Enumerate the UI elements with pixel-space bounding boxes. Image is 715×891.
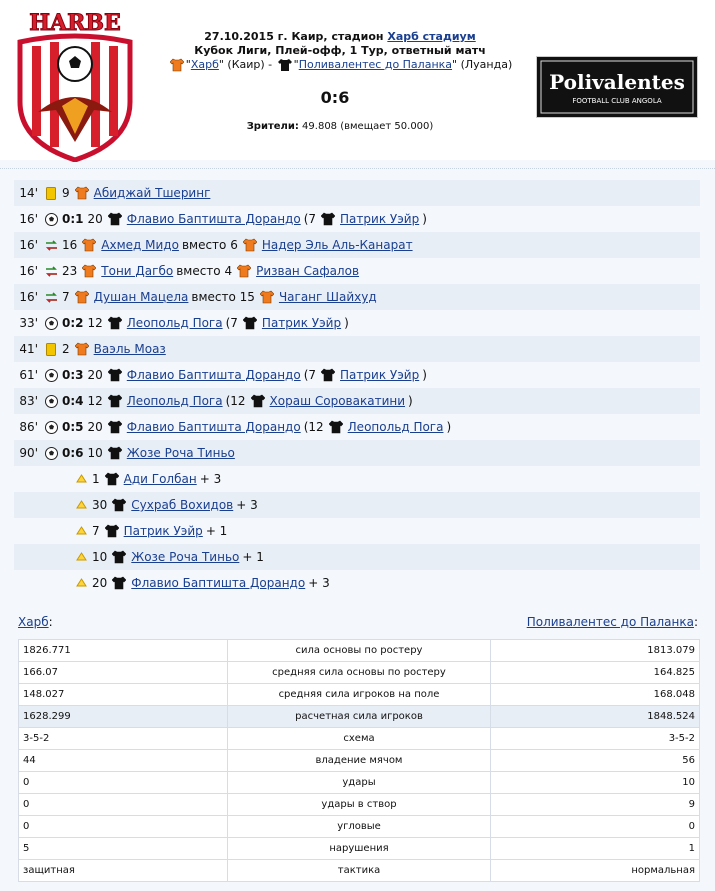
spectators: Зрители: 49.808 (вмещает 50.000) bbox=[246, 121, 434, 132]
black-shirt-icon bbox=[108, 446, 122, 460]
event-row bbox=[14, 570, 700, 596]
player-link[interactable]: Ади Голбан bbox=[123, 472, 197, 486]
event-minute: 83' bbox=[19, 394, 38, 408]
stats-row bbox=[19, 640, 700, 662]
event-number: 30 bbox=[92, 498, 108, 512]
stat-label: угловые bbox=[228, 816, 491, 838]
event-score: 0:2 bbox=[62, 316, 84, 330]
stat-away-value: 0 bbox=[491, 816, 700, 838]
competition-title: Кубок Лиги, Плей-офф, 1 Тур, ответный матч bbox=[194, 44, 486, 57]
teams-row: "Харб" (Каир) - "Поливалентес до Паланка" (Луанда) bbox=[150, 58, 530, 72]
orange-shirt-icon bbox=[243, 238, 257, 252]
player-link[interactable]: Душан Мацела bbox=[93, 290, 189, 304]
stat-away-value: 1848.524 bbox=[491, 706, 700, 728]
away-team-link[interactable]: Поливалентес до Паланка bbox=[298, 58, 453, 71]
black-shirt-icon bbox=[108, 368, 122, 382]
stats-home-link[interactable]: Харб bbox=[18, 615, 49, 629]
event-text bbox=[92, 524, 227, 538]
player-link[interactable]: Жозе Роча Тиньо bbox=[126, 446, 235, 460]
black-shirt-icon bbox=[321, 212, 335, 226]
event-number: 7 bbox=[62, 290, 70, 304]
stat-home-value: 44 bbox=[19, 750, 228, 772]
event-number: вместо 15 bbox=[191, 290, 255, 304]
event-text bbox=[88, 394, 413, 408]
event-minute: 90' bbox=[19, 446, 38, 460]
rating-up-icon bbox=[74, 524, 88, 538]
stat-home-value: 1826.771 bbox=[19, 640, 228, 662]
player-link[interactable]: Леопольд Пога bbox=[126, 394, 223, 408]
black-shirt-icon bbox=[321, 368, 335, 382]
event-text bbox=[62, 264, 359, 278]
home-city: (Каир) - bbox=[227, 58, 273, 71]
event-number: 1 bbox=[92, 472, 100, 486]
event-text bbox=[62, 238, 413, 252]
black-shirt-icon bbox=[112, 550, 126, 564]
event-number: вместо 4 bbox=[176, 264, 233, 278]
stat-away-value: 1813.079 bbox=[491, 640, 700, 662]
stats-away-link[interactable]: Поливалентес до Паланка bbox=[526, 615, 694, 629]
black-shirt-icon bbox=[108, 212, 122, 226]
black-shirt-icon bbox=[105, 524, 119, 538]
event-score: 0:3 bbox=[62, 368, 84, 382]
event-number: 12 bbox=[87, 316, 103, 330]
stat-label: схема bbox=[228, 728, 491, 750]
event-number: (7 bbox=[303, 212, 317, 226]
black-shirt-icon bbox=[243, 316, 257, 330]
stats-row bbox=[19, 816, 700, 838]
event-minute: 61' bbox=[19, 368, 38, 382]
stats-teams-line: Харб: Поливалентес до Паланка: bbox=[18, 615, 698, 629]
away-logo-text: Polivalentes bbox=[549, 70, 685, 94]
stat-home-value: 0 bbox=[19, 816, 228, 838]
event-number: 2 bbox=[62, 342, 70, 356]
stat-home-value: 1628.299 bbox=[19, 706, 228, 728]
yellow-card-icon bbox=[44, 342, 58, 356]
player-link[interactable]: Патрик Уэйр bbox=[261, 316, 342, 330]
player-link[interactable]: Ваэль Моаз bbox=[93, 342, 166, 356]
event-number: + 3 bbox=[199, 472, 222, 486]
event-text bbox=[88, 316, 349, 330]
player-link[interactable]: Леопольд Пога bbox=[126, 316, 223, 330]
stats-row bbox=[19, 772, 700, 794]
event-text bbox=[62, 186, 210, 200]
divider bbox=[0, 168, 715, 170]
event-number: ) bbox=[408, 394, 413, 408]
event-row bbox=[14, 232, 700, 258]
stats-row bbox=[19, 684, 700, 706]
orange-shirt-icon bbox=[75, 290, 89, 304]
player-link[interactable]: Хораш Соровакатини bbox=[269, 394, 406, 408]
stat-home-value: 3-5-2 bbox=[19, 728, 228, 750]
home-logo-text: HARBE bbox=[29, 10, 121, 36]
event-number: 20 bbox=[87, 420, 103, 434]
player-link[interactable]: Чаганг Шайхуд bbox=[278, 290, 377, 304]
event-text bbox=[92, 472, 221, 486]
stat-away-value: 9 bbox=[491, 794, 700, 816]
goal-ball-icon bbox=[44, 446, 58, 460]
event-number: 10 bbox=[87, 446, 103, 460]
event-number: 23 bbox=[62, 264, 78, 278]
stat-away-value: 3-5-2 bbox=[491, 728, 700, 750]
player-link[interactable]: Тони Дагбо bbox=[101, 264, 174, 278]
stat-home-value: 5 bbox=[19, 838, 228, 860]
home-team-logo bbox=[14, 2, 136, 162]
event-number: 9 bbox=[62, 186, 70, 200]
event-row bbox=[14, 440, 700, 466]
event-minute: 16' bbox=[19, 290, 38, 304]
stat-label: удары в створ bbox=[228, 794, 491, 816]
stat-label: удары bbox=[228, 772, 491, 794]
rating-up-icon bbox=[74, 472, 88, 486]
stats-row bbox=[19, 706, 700, 728]
event-text bbox=[88, 212, 427, 226]
orange-shirt-icon bbox=[82, 264, 96, 278]
stat-away-value: 10 bbox=[491, 772, 700, 794]
stat-away-value: 56 bbox=[491, 750, 700, 772]
event-minute: 16' bbox=[19, 212, 38, 226]
stats-row bbox=[19, 750, 700, 772]
player-link[interactable]: Патрик Уэйр bbox=[340, 368, 420, 382]
stat-label: средняя сила основы по ростеру bbox=[228, 662, 491, 684]
event-number: (7 bbox=[225, 316, 238, 330]
orange-shirt-icon bbox=[75, 342, 89, 356]
stat-home-value: 0 bbox=[19, 794, 228, 816]
event-score: 0:1 bbox=[62, 212, 84, 226]
event-number: + 1 bbox=[242, 550, 264, 564]
stat-home-value: 0 bbox=[19, 772, 228, 794]
event-text bbox=[92, 550, 264, 564]
stats-row bbox=[19, 728, 700, 750]
event-score: 0:6 bbox=[62, 446, 84, 460]
orange-shirt-icon bbox=[260, 290, 274, 304]
event-number: 20 bbox=[92, 576, 108, 590]
stat-away-value: 1 bbox=[491, 838, 700, 860]
event-number: (7 bbox=[303, 368, 317, 382]
stats-row bbox=[19, 794, 700, 816]
black-shirt-icon bbox=[108, 394, 122, 408]
event-row bbox=[14, 466, 700, 492]
player-link[interactable]: Надер Эль Аль-Канарат bbox=[261, 238, 413, 252]
event-number: вместо 6 bbox=[181, 238, 238, 252]
player-link[interactable]: Сухраб Вохидов bbox=[131, 498, 234, 512]
player-link[interactable]: Леопольд Пога bbox=[347, 420, 444, 434]
player-link[interactable]: Флавио Баптишта Дорандо bbox=[131, 576, 306, 590]
event-number: 20 bbox=[87, 368, 103, 382]
stat-label: сила основы по ростеру bbox=[228, 640, 491, 662]
event-number: (12 bbox=[225, 394, 246, 408]
home-team-link[interactable]: Харб bbox=[190, 58, 219, 71]
orange-shirt-icon bbox=[237, 264, 251, 278]
black-shirt-icon bbox=[105, 472, 119, 486]
orange-shirt-icon bbox=[170, 58, 184, 72]
player-link[interactable]: Флавио Баптишта Дорандо bbox=[126, 212, 301, 226]
event-text bbox=[62, 342, 166, 356]
away-city: (Луанда) bbox=[460, 58, 513, 71]
event-row bbox=[14, 414, 700, 440]
event-row bbox=[14, 544, 700, 570]
event-row bbox=[14, 518, 700, 544]
orange-shirt-icon bbox=[82, 238, 96, 252]
black-shirt-icon bbox=[251, 394, 265, 408]
stat-label: нарушения bbox=[228, 838, 491, 860]
substitution-icon bbox=[44, 238, 58, 252]
event-number: + 3 bbox=[308, 576, 330, 590]
player-link[interactable]: Флавио Баптишта Дорандо bbox=[126, 368, 301, 382]
event-number: ) bbox=[422, 212, 427, 226]
black-shirt-icon bbox=[112, 498, 126, 512]
event-text bbox=[88, 420, 452, 434]
stat-home-value: 166.07 bbox=[19, 662, 228, 684]
away-team-logo bbox=[536, 56, 698, 118]
event-text bbox=[62, 290, 377, 304]
event-number: 7 bbox=[92, 524, 100, 538]
final-score: 0:6 bbox=[320, 88, 350, 107]
stat-home-value: защитная bbox=[19, 860, 228, 882]
event-row bbox=[14, 180, 700, 206]
black-shirt-icon bbox=[108, 420, 122, 434]
event-minute: 16' bbox=[19, 238, 38, 252]
event-text bbox=[92, 498, 258, 512]
stat-home-value: 148.027 bbox=[19, 684, 228, 706]
player-link[interactable]: Абиджай Тшеринг bbox=[93, 186, 211, 200]
event-minute: 33' bbox=[19, 316, 38, 330]
stat-label: средняя сила игроков на поле bbox=[228, 684, 491, 706]
rating-up-icon bbox=[74, 550, 88, 564]
goal-ball-icon bbox=[44, 316, 58, 330]
black-shirt-icon bbox=[108, 316, 122, 330]
goal-ball-icon bbox=[44, 420, 58, 434]
black-shirt-icon bbox=[278, 58, 292, 72]
event-score: 0:5 bbox=[62, 420, 84, 434]
event-number: + 1 bbox=[205, 524, 228, 538]
event-text bbox=[88, 446, 235, 460]
rating-up-icon bbox=[74, 498, 88, 512]
goal-ball-icon bbox=[44, 212, 58, 226]
stadium-link[interactable]: Харб стадиум bbox=[387, 30, 476, 43]
event-number: 12 bbox=[87, 394, 103, 408]
goal-ball-icon bbox=[44, 394, 58, 408]
rating-up-icon bbox=[74, 576, 88, 590]
stats-row bbox=[19, 662, 700, 684]
substitution-icon bbox=[44, 290, 58, 304]
event-number: (12 bbox=[303, 420, 324, 434]
player-link[interactable]: Флавио Баптишта Дорандо bbox=[126, 420, 301, 434]
event-number: 16 bbox=[62, 238, 78, 252]
event-minute: 16' bbox=[19, 264, 38, 278]
yellow-card-icon bbox=[44, 186, 58, 200]
event-row bbox=[14, 388, 700, 414]
player-link[interactable]: Жозе Роча Тиньо bbox=[131, 550, 240, 564]
event-row bbox=[14, 206, 700, 232]
match-header bbox=[0, 0, 715, 160]
player-link[interactable]: Патрик Уэйр bbox=[123, 524, 203, 538]
goal-ball-icon bbox=[44, 368, 58, 382]
event-number: ) bbox=[422, 368, 427, 382]
stats-row bbox=[19, 860, 700, 882]
event-row bbox=[14, 310, 700, 336]
away-logo-sub: FOOTBALL CLUB ANGOLA bbox=[572, 97, 662, 105]
player-link[interactable]: Патрик Уэйр bbox=[340, 212, 420, 226]
event-minute: 86' bbox=[19, 420, 38, 434]
match-events bbox=[14, 180, 700, 596]
event-number: + 3 bbox=[236, 498, 258, 512]
event-number: ) bbox=[344, 316, 349, 330]
event-row bbox=[14, 336, 700, 362]
event-number: 10 bbox=[92, 550, 108, 564]
substitution-icon bbox=[44, 264, 58, 278]
event-score: 0:4 bbox=[62, 394, 84, 408]
stat-label: владение мячом bbox=[228, 750, 491, 772]
stat-away-value: нормальная bbox=[491, 860, 700, 882]
event-number: ) bbox=[446, 420, 452, 434]
player-link[interactable]: Ахмед Мидо bbox=[101, 238, 179, 252]
stats-row bbox=[19, 838, 700, 860]
player-link[interactable]: Ризван Сафалов bbox=[256, 264, 360, 278]
event-row bbox=[14, 284, 700, 310]
match-info bbox=[150, 30, 530, 72]
event-text bbox=[92, 576, 330, 590]
match-date-place: 27.10.2015 г. Каир, стадион bbox=[204, 30, 388, 43]
stat-label: тактика bbox=[228, 860, 491, 882]
event-minute: 14' bbox=[19, 186, 38, 200]
stat-away-value: 164.825 bbox=[491, 662, 700, 684]
stat-label: расчетная сила игроков bbox=[228, 706, 491, 728]
event-number: 20 bbox=[87, 212, 103, 226]
black-shirt-icon bbox=[329, 420, 343, 434]
event-minute: 41' bbox=[19, 342, 38, 356]
black-shirt-icon bbox=[112, 576, 126, 590]
stat-away-value: 168.048 bbox=[491, 684, 700, 706]
event-row bbox=[14, 258, 700, 284]
stats-table bbox=[18, 639, 700, 882]
event-row bbox=[14, 362, 700, 388]
orange-shirt-icon bbox=[75, 186, 89, 200]
event-text bbox=[88, 368, 427, 382]
event-row bbox=[14, 492, 700, 518]
